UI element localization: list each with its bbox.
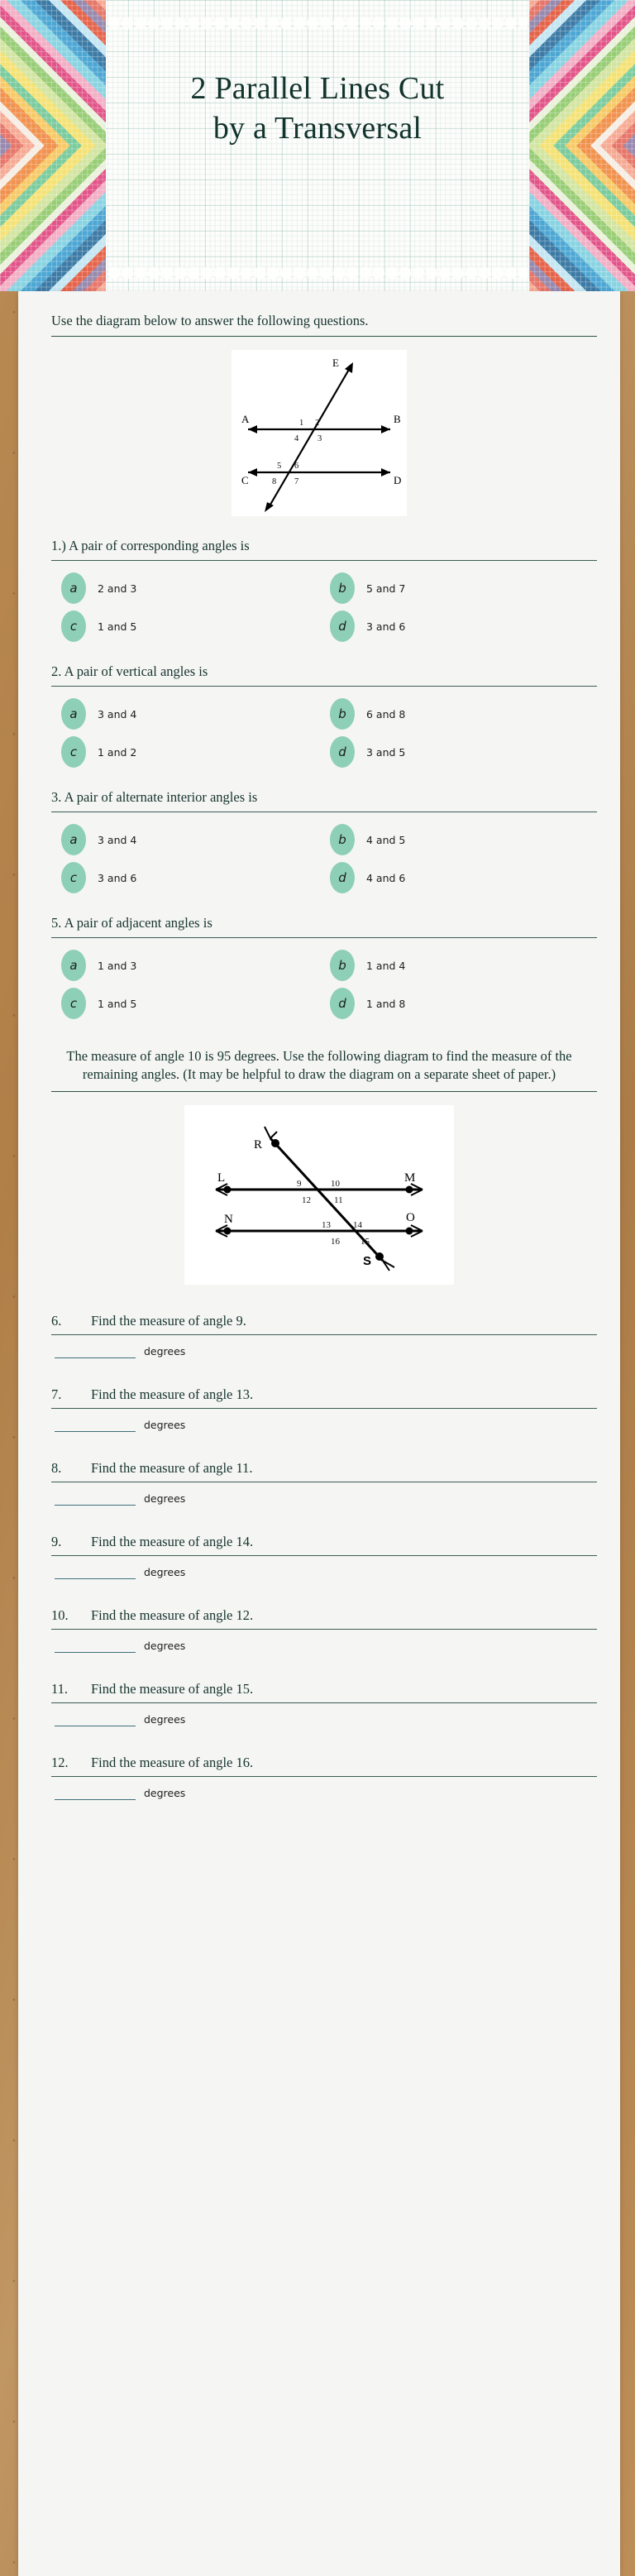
unit-label: degrees (144, 1786, 186, 1799)
svg-text:8: 8 (272, 477, 277, 486)
option-label: 1 and 3 (98, 959, 137, 972)
answer-blank[interactable] (55, 1713, 136, 1726)
question-divider (51, 1334, 597, 1335)
question-prompt: Find the measure of angle 16. (91, 1754, 254, 1770)
question-line (40, 1607, 599, 1629)
answer-row (40, 1787, 599, 1800)
option-key-bubble[interactable]: c (61, 862, 86, 893)
svg-text:N: N (224, 1212, 233, 1226)
question-prompt: Find the measure of angle 12. (91, 1606, 254, 1623)
svg-text:M: M (404, 1171, 416, 1185)
option-c[interactable] (61, 862, 330, 893)
svg-text:15: 15 (360, 1236, 370, 1247)
unit-label: degrees (144, 1344, 186, 1357)
question-number: 7. (51, 1386, 62, 1402)
option-key-bubble[interactable]: c (61, 610, 86, 642)
question-number: 11. (51, 1680, 69, 1697)
figure-1-canvas (232, 350, 407, 516)
question-divider (51, 1629, 597, 1630)
svg-text:3: 3 (318, 434, 322, 443)
question-divider (51, 937, 597, 938)
question-number: 8. (51, 1459, 62, 1476)
question-divider (51, 1702, 597, 1703)
answer-options (40, 824, 599, 893)
paragraph-divider (51, 1091, 597, 1092)
unit-label: degrees (144, 1639, 186, 1652)
option-key-bubble[interactable]: d (330, 610, 355, 642)
chevron-pattern-left (0, 0, 106, 291)
answer-blank[interactable] (55, 1640, 136, 1653)
transversal-diagram-2 (184, 1105, 454, 1281)
answer-row (40, 1640, 599, 1653)
option-key-bubble[interactable]: d (330, 862, 355, 893)
page-title-line-2: by a Transversal (212, 110, 423, 146)
svg-text:16: 16 (331, 1236, 340, 1247)
question-prompt: Find the measure of angle 13. (91, 1386, 254, 1402)
svg-text:S: S (363, 1253, 372, 1268)
question-line (40, 1460, 599, 1482)
svg-text:D: D (394, 474, 402, 486)
angle-10-instruction-paragraph: The measure of angle 10 is 95 degrees. Use the following diagram to find the measure of the remaining angles. (It may be helpful to draw the diagram on a separate sheet of paper.) (66, 1048, 572, 1083)
option-label: 3 and 6 (98, 871, 137, 884)
option-d[interactable] (330, 610, 599, 642)
question-number: 10. (51, 1606, 69, 1623)
svg-text:1: 1 (299, 419, 304, 428)
svg-text:7: 7 (294, 477, 299, 486)
fill-question-7 (40, 1386, 599, 1432)
option-label: 4 and 5 (366, 833, 406, 846)
svg-text:13: 13 (322, 1219, 331, 1230)
option-label: 1 and 5 (98, 620, 137, 633)
svg-text:O: O (406, 1210, 415, 1224)
question-line (40, 1386, 599, 1408)
svg-text:4: 4 (294, 434, 299, 443)
question-prompt: Find the measure of angle 9. (91, 1312, 246, 1329)
instruction-divider (51, 336, 597, 337)
answer-row (40, 1713, 599, 1726)
svg-text:9: 9 (297, 1178, 302, 1189)
answer-row (40, 1419, 599, 1432)
question-prompt: 3. A pair of alternate interior angles is (51, 789, 258, 805)
option-key-bubble[interactable]: a (61, 950, 86, 981)
page-title-line-1: 2 Parallel Lines Cut (190, 71, 445, 106)
svg-text:10: 10 (331, 1178, 340, 1189)
option-b[interactable] (330, 824, 599, 855)
answer-row (40, 1492, 599, 1506)
option-c[interactable] (61, 736, 330, 768)
figure-1-container (40, 350, 599, 516)
option-label: 1 and 5 (98, 997, 137, 1010)
unit-label: degrees (144, 1565, 186, 1578)
svg-text:B: B (394, 413, 401, 425)
question-divider (51, 1776, 597, 1777)
figure-2-canvas (184, 1105, 454, 1285)
scallop-trim-top (107, 17, 528, 30)
answer-options (40, 698, 599, 768)
option-key-bubble[interactable]: d (330, 988, 355, 1019)
answer-blank[interactable] (55, 1419, 136, 1432)
option-b[interactable] (330, 950, 599, 981)
option-key-bubble[interactable]: a (61, 698, 86, 730)
option-a[interactable] (61, 698, 330, 730)
fill-question-6 (40, 1313, 599, 1358)
svg-text:C: C (241, 474, 249, 486)
question-block-1 (40, 538, 599, 642)
chevron-pattern-right (529, 0, 635, 291)
transversal-diagram-1 (232, 350, 407, 512)
svg-text:L: L (217, 1171, 226, 1185)
question-divider (51, 686, 597, 687)
fill-question-10 (40, 1607, 599, 1653)
question-divider (51, 1408, 597, 1409)
option-label: 5 and 7 (366, 582, 406, 595)
option-a[interactable] (61, 824, 330, 855)
answer-blank[interactable] (55, 1566, 136, 1579)
option-label: 1 and 2 (98, 745, 137, 759)
unit-label: degrees (144, 1418, 186, 1431)
option-d[interactable] (330, 736, 599, 768)
option-label: 1 and 8 (366, 997, 406, 1010)
worksheet-sheet (18, 291, 620, 2576)
svg-text:6: 6 (294, 462, 299, 471)
option-c[interactable] (61, 610, 330, 642)
svg-text:E: E (332, 357, 339, 369)
option-key-bubble[interactable]: d (330, 736, 355, 768)
question-number: 6. (51, 1312, 62, 1329)
answer-blank[interactable] (55, 1787, 136, 1800)
option-label: 2 and 3 (98, 582, 137, 595)
option-b[interactable] (330, 572, 599, 604)
option-label: 4 and 6 (366, 871, 406, 884)
option-label: 1 and 4 (366, 959, 406, 972)
question-prompt: 5. A pair of adjacent angles is (51, 915, 212, 931)
answer-options (40, 950, 599, 1019)
scallop-trim-bottom (107, 266, 528, 280)
option-a[interactable] (61, 950, 330, 981)
question-block-2 (40, 663, 599, 768)
unit-label: degrees (144, 1491, 186, 1505)
option-a[interactable] (61, 572, 330, 604)
svg-text:14: 14 (353, 1219, 362, 1230)
option-c[interactable] (61, 988, 330, 1019)
option-label: 3 and 4 (98, 833, 137, 846)
header-banner (0, 0, 635, 291)
question-prompt: 2. A pair of vertical angles is (51, 663, 208, 679)
svg-text:5: 5 (277, 462, 282, 471)
option-d[interactable] (330, 862, 599, 893)
option-label: 6 and 8 (366, 707, 406, 721)
option-key-bubble[interactable]: c (61, 988, 86, 1019)
question-divider (51, 1555, 597, 1556)
option-key-bubble[interactable]: a (61, 572, 86, 604)
question-line (40, 1534, 599, 1555)
svg-text:2: 2 (315, 419, 320, 428)
unit-label: degrees (144, 1712, 186, 1726)
answer-blank[interactable] (55, 1492, 136, 1506)
answer-row (40, 1345, 599, 1358)
fill-question-8 (40, 1460, 599, 1506)
question-line (40, 1681, 599, 1702)
option-key-bubble[interactable]: b (330, 824, 355, 855)
svg-text:11: 11 (334, 1195, 343, 1205)
question-number: 12. (51, 1754, 69, 1770)
svg-text:12: 12 (302, 1195, 311, 1205)
option-d[interactable] (330, 988, 599, 1019)
instruction-text: Use the diagram below to answer the following questions. (51, 313, 369, 328)
question-prompt: Find the measure of angle 11. (91, 1459, 253, 1476)
question-prompt: Find the measure of angle 15. (91, 1680, 254, 1697)
option-b[interactable] (330, 698, 599, 730)
question-line (40, 1313, 599, 1334)
option-key-bubble[interactable]: b (330, 950, 355, 981)
svg-text:A: A (241, 413, 250, 425)
answer-blank[interactable] (55, 1345, 136, 1358)
option-key-bubble[interactable]: c (61, 736, 86, 768)
answer-row (40, 1566, 599, 1579)
option-label: 3 and 5 (366, 745, 406, 759)
option-key-bubble[interactable]: a (61, 824, 86, 855)
option-label: 3 and 4 (98, 707, 137, 721)
question-prompt: 1.) A pair of corresponding angles is (51, 538, 250, 553)
option-key-bubble[interactable]: b (330, 698, 355, 730)
figure-2-container (40, 1105, 599, 1285)
answer-options (40, 572, 599, 642)
question-block-5 (40, 915, 599, 1019)
fill-question-11 (40, 1681, 599, 1726)
question-divider (51, 560, 597, 561)
svg-text:R: R (254, 1137, 263, 1152)
question-number: 9. (51, 1533, 62, 1549)
question-prompt: Find the measure of angle 14. (91, 1533, 254, 1549)
page-title (106, 69, 529, 148)
fill-question-9 (40, 1534, 599, 1579)
option-label: 3 and 6 (366, 620, 406, 633)
option-key-bubble[interactable]: b (330, 572, 355, 604)
question-line (40, 1755, 599, 1776)
fill-question-12 (40, 1755, 599, 1800)
question-block-3 (40, 789, 599, 893)
